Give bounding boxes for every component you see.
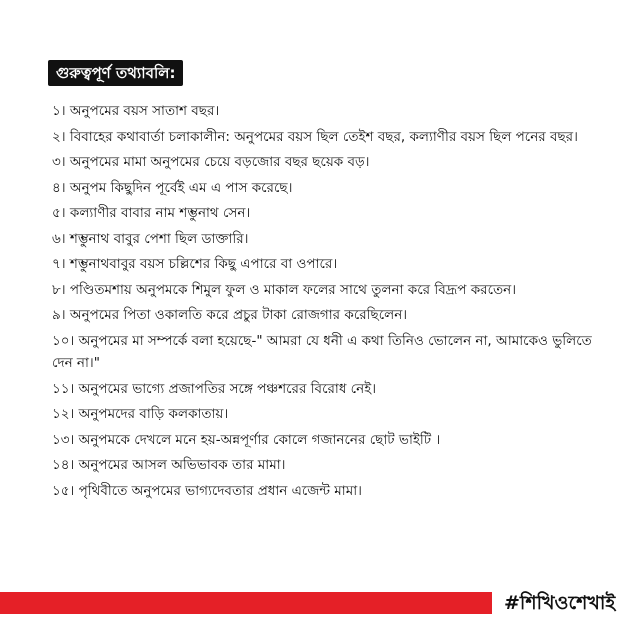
list-item: ৩। অনুপমের মামা অনুপমের চেয়ে বড়জোর বছর ছয়েক বড়। (52, 154, 370, 170)
list-item: ১৫। পৃথিবীতে অনুপমের ভাগ্যদেবতার প্রধান এজেন্ট মামা। (52, 482, 362, 499)
facts-list (52, 100, 600, 505)
list-item: ৬। শম্ভুনাথ বাবুর পেশা ছিল ডাক্তারি। (52, 230, 249, 247)
list-item: ১৩। অনুপমকে দেখলে মনে হয়-অন্নপূর্ণার কোলে গজাননের ছোট ভাইটি । (52, 431, 441, 448)
list-item: ১১। অনুপমের ভাগ্যে প্রজাপতির সঙ্গে পঞ্চশরের বিরোধ নেই। (52, 380, 377, 397)
list-item: ৭। শম্ভুনাথবাবুর বয়স চল্লিশের কিছু এপারে বা ওপারে। (52, 256, 338, 272)
footer-hashtag: #শিখিওশেখাই (504, 592, 616, 614)
list-item: ১২। অনুপমদের বাড়ি কলকাতায়। (52, 406, 229, 422)
list-item: ৮। পণ্ডিতমশায় অনুপমকে শিমুল ফুল ও মাকাল ফলের সাথে তুলনা করে বিদ্রূপ করতেন। (52, 281, 517, 298)
list-item: ৪। অনুপম কিছুদিন পূর্বেই এম এ পাস করেছে। (52, 179, 293, 196)
list-item: ১৪। অনুপমের আসল অভিভাবক তার মামা। (52, 457, 286, 473)
section-heading: গুরুত্বপূর্ণ তথ্যাবলি: (48, 60, 183, 86)
list-item: ১০। অনুপমের মা সম্পর্কে বলা হয়েছে-" আমরা যে ধনী এ কথা তিনিও ভোলেন না, আমাকেও ভুলিতে দেন না।" (52, 332, 592, 371)
footer-accent-bar (0, 592, 492, 614)
list-item: ২। বিবাহের কথাবার্তা চলাকালীন: অনুপমের বয়স ছিল তেইশ বছর, কল্যাণীর বয়স ছিল পনের বছর। (52, 128, 578, 145)
list-item: ৫। কল্যাণীর বাবার নাম শম্ভুনাথ সেন। (52, 205, 251, 221)
list-item: ১। অনুপমের বয়স সাতাশ বছর। (52, 103, 220, 119)
list-item: ৯। অনুপমের পিতা ওকালতি করে প্রচুর টাকা রোজগার করেছিলেন। (52, 307, 408, 323)
